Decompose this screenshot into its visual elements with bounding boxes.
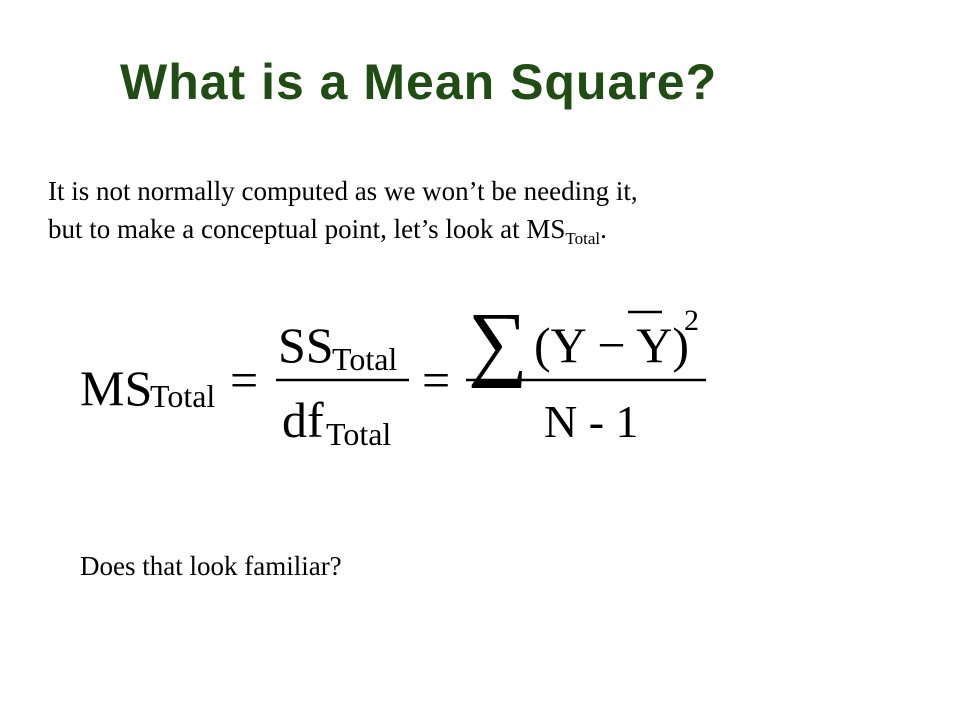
- ms-total-formula: [72, 290, 752, 470]
- slide-title: What is a Mean Square?: [120, 54, 718, 110]
- intro-line-2-text: but to make a conceptual point, let’s look at MS: [48, 214, 566, 244]
- intro-line-1: It is not normally computed as we won’t be needing it,: [48, 176, 638, 206]
- formula-lhs-ms: MS: [80, 360, 153, 416]
- formula-frac2-exponent: 2: [684, 304, 699, 337]
- formula-lhs-subscript: Total: [150, 378, 216, 414]
- formula-equals-2: =: [422, 352, 451, 408]
- formula-frac1-numerator-subscript: Total: [332, 341, 398, 377]
- intro-line-2: [48, 210, 638, 248]
- closing-question: Does that look familiar?: [80, 551, 342, 581]
- intro-line-2-end: .: [600, 214, 607, 244]
- formula-frac2-denominator: N - 1: [544, 396, 639, 447]
- formula-frac1-numerator-ss: SS: [278, 317, 334, 373]
- formula-equals-1: =: [230, 352, 259, 408]
- formula-frac1-denominator-df: df: [282, 392, 324, 448]
- formula-sum-symbol: ∑: [468, 296, 528, 389]
- intro-paragraph: [48, 172, 638, 248]
- intro-line-2-subscript: Total: [565, 229, 601, 248]
- formula-frac2-numerator: (Y − Y): [534, 317, 690, 373]
- formula-frac1-denominator-subscript: Total: [326, 416, 392, 452]
